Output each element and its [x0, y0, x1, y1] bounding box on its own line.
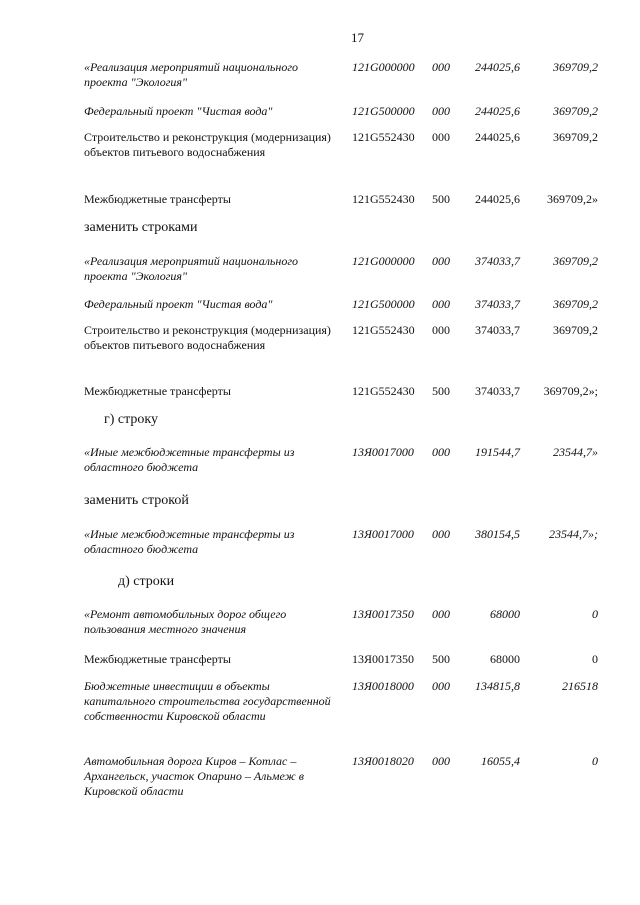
- row-value-2024: 369709,2: [553, 297, 598, 311]
- row-vr: 000: [432, 607, 450, 621]
- row-name: Межбюджетные трансферты: [84, 652, 231, 666]
- row-code: 121G552430: [352, 192, 415, 206]
- heading-item-g: г) строку: [104, 412, 159, 427]
- row-code: 13Я0017350: [352, 607, 414, 621]
- heading-item-d: д) строки: [118, 574, 175, 589]
- row-name: «Иные межбюджетные трансферты из областного бюджета: [84, 527, 295, 556]
- row-value-2024: 0: [592, 607, 598, 621]
- row-name: Бюджетные инвестиции в объекты капитального строительства государственной собственности Кировской области: [84, 679, 331, 723]
- row-value-2024: 23544,7»;: [549, 527, 598, 541]
- row-code: 121G000000: [352, 60, 415, 74]
- row-value-2024: 369709,2: [553, 104, 598, 118]
- row-value-2024: 369709,2: [553, 130, 598, 144]
- row-name: Межбюджетные трансферты: [84, 384, 231, 398]
- row-name: Межбюджетные трансферты: [84, 192, 231, 206]
- row-vr: 000: [432, 679, 450, 693]
- row-name: Автомобильная дорога Киров – Котлас – Архангельск, участок Опарино – Альмеж в Кировской области: [84, 754, 304, 798]
- row-code: 13Я0017350: [352, 652, 415, 666]
- row-value-2023: 68000: [490, 652, 520, 666]
- row-value-2024: 369709,2»;: [543, 384, 598, 398]
- row-value-2024: 369709,2»: [547, 192, 598, 206]
- row-value-2023: 68000: [490, 607, 520, 621]
- row-value-2024: 0: [592, 652, 598, 666]
- row-value-2023: 374033,7: [475, 384, 520, 398]
- row-name: Федеральный проект "Чистая вода": [84, 297, 273, 311]
- row-vr: 500: [432, 192, 450, 206]
- page-number: 17: [351, 30, 364, 45]
- row-vr: 000: [432, 527, 450, 541]
- row-value-2023: 244025,6: [475, 60, 520, 74]
- row-code: 121G500000: [352, 297, 415, 311]
- row-code: 121G552430: [352, 130, 415, 144]
- row-vr: 000: [432, 60, 450, 74]
- row-name: «Реализация мероприятий национального проекта "Экология": [84, 60, 299, 89]
- row-value-2023: 244025,6: [475, 104, 520, 118]
- row-code: 13Я0018000: [352, 679, 414, 693]
- row-value-2023: 16055,4: [481, 754, 520, 768]
- row-value-2024: 369709,2: [553, 254, 598, 268]
- row-code: 121G000000: [352, 254, 415, 268]
- row-vr: 500: [432, 652, 450, 666]
- row-name: Строительство и реконструкция (модернизация) объектов питьевого водоснабжения: [84, 130, 331, 159]
- row-value-2024: 0: [592, 754, 598, 768]
- row-code: 121G552430: [352, 323, 415, 337]
- row-value-2024: 23544,7»: [553, 445, 598, 459]
- row-vr: 000: [432, 754, 450, 768]
- row-value-2023: 374033,7: [475, 254, 520, 268]
- row-vr: 000: [432, 104, 450, 118]
- row-vr: 000: [432, 297, 450, 311]
- heading-replace-rows: заменить строками: [84, 220, 198, 235]
- row-value-2023: 244025,6: [475, 192, 520, 206]
- row-name: «Ремонт автомобильных дорог общего пользования местного значения: [84, 607, 287, 636]
- row-value-2023: 191544,7: [475, 445, 520, 459]
- row-code: 13Я0017000: [352, 445, 414, 459]
- row-value-2024: 369709,2: [553, 323, 598, 337]
- row-value-2023: 374033,7: [475, 323, 520, 337]
- row-name: «Реализация мероприятий национального проекта "Экология": [84, 254, 299, 283]
- row-code: 121G500000: [352, 104, 415, 118]
- row-value-2024: 216518: [562, 679, 598, 693]
- row-code: 13Я0018020: [352, 754, 414, 768]
- row-code: 121G552430: [352, 384, 415, 398]
- row-value-2023: 134815,8: [475, 679, 520, 693]
- row-value-2023: 380154,5: [475, 527, 520, 541]
- row-vr: 500: [432, 384, 450, 398]
- row-value-2024: 369709,2: [553, 60, 598, 74]
- row-vr: 000: [432, 323, 450, 337]
- row-vr: 000: [432, 130, 450, 144]
- row-vr: 000: [432, 254, 450, 268]
- row-code: 13Я0017000: [352, 527, 414, 541]
- row-value-2023: 374033,7: [475, 297, 520, 311]
- row-vr: 000: [432, 445, 450, 459]
- row-value-2023: 244025,6: [475, 130, 520, 144]
- heading-replace-row: заменить строкой: [84, 493, 189, 508]
- row-name: «Иные межбюджетные трансферты из областного бюджета: [84, 445, 295, 474]
- row-name: Федеральный проект "Чистая вода": [84, 104, 273, 118]
- row-name: Строительство и реконструкция (модернизация) объектов питьевого водоснабжения: [84, 323, 331, 352]
